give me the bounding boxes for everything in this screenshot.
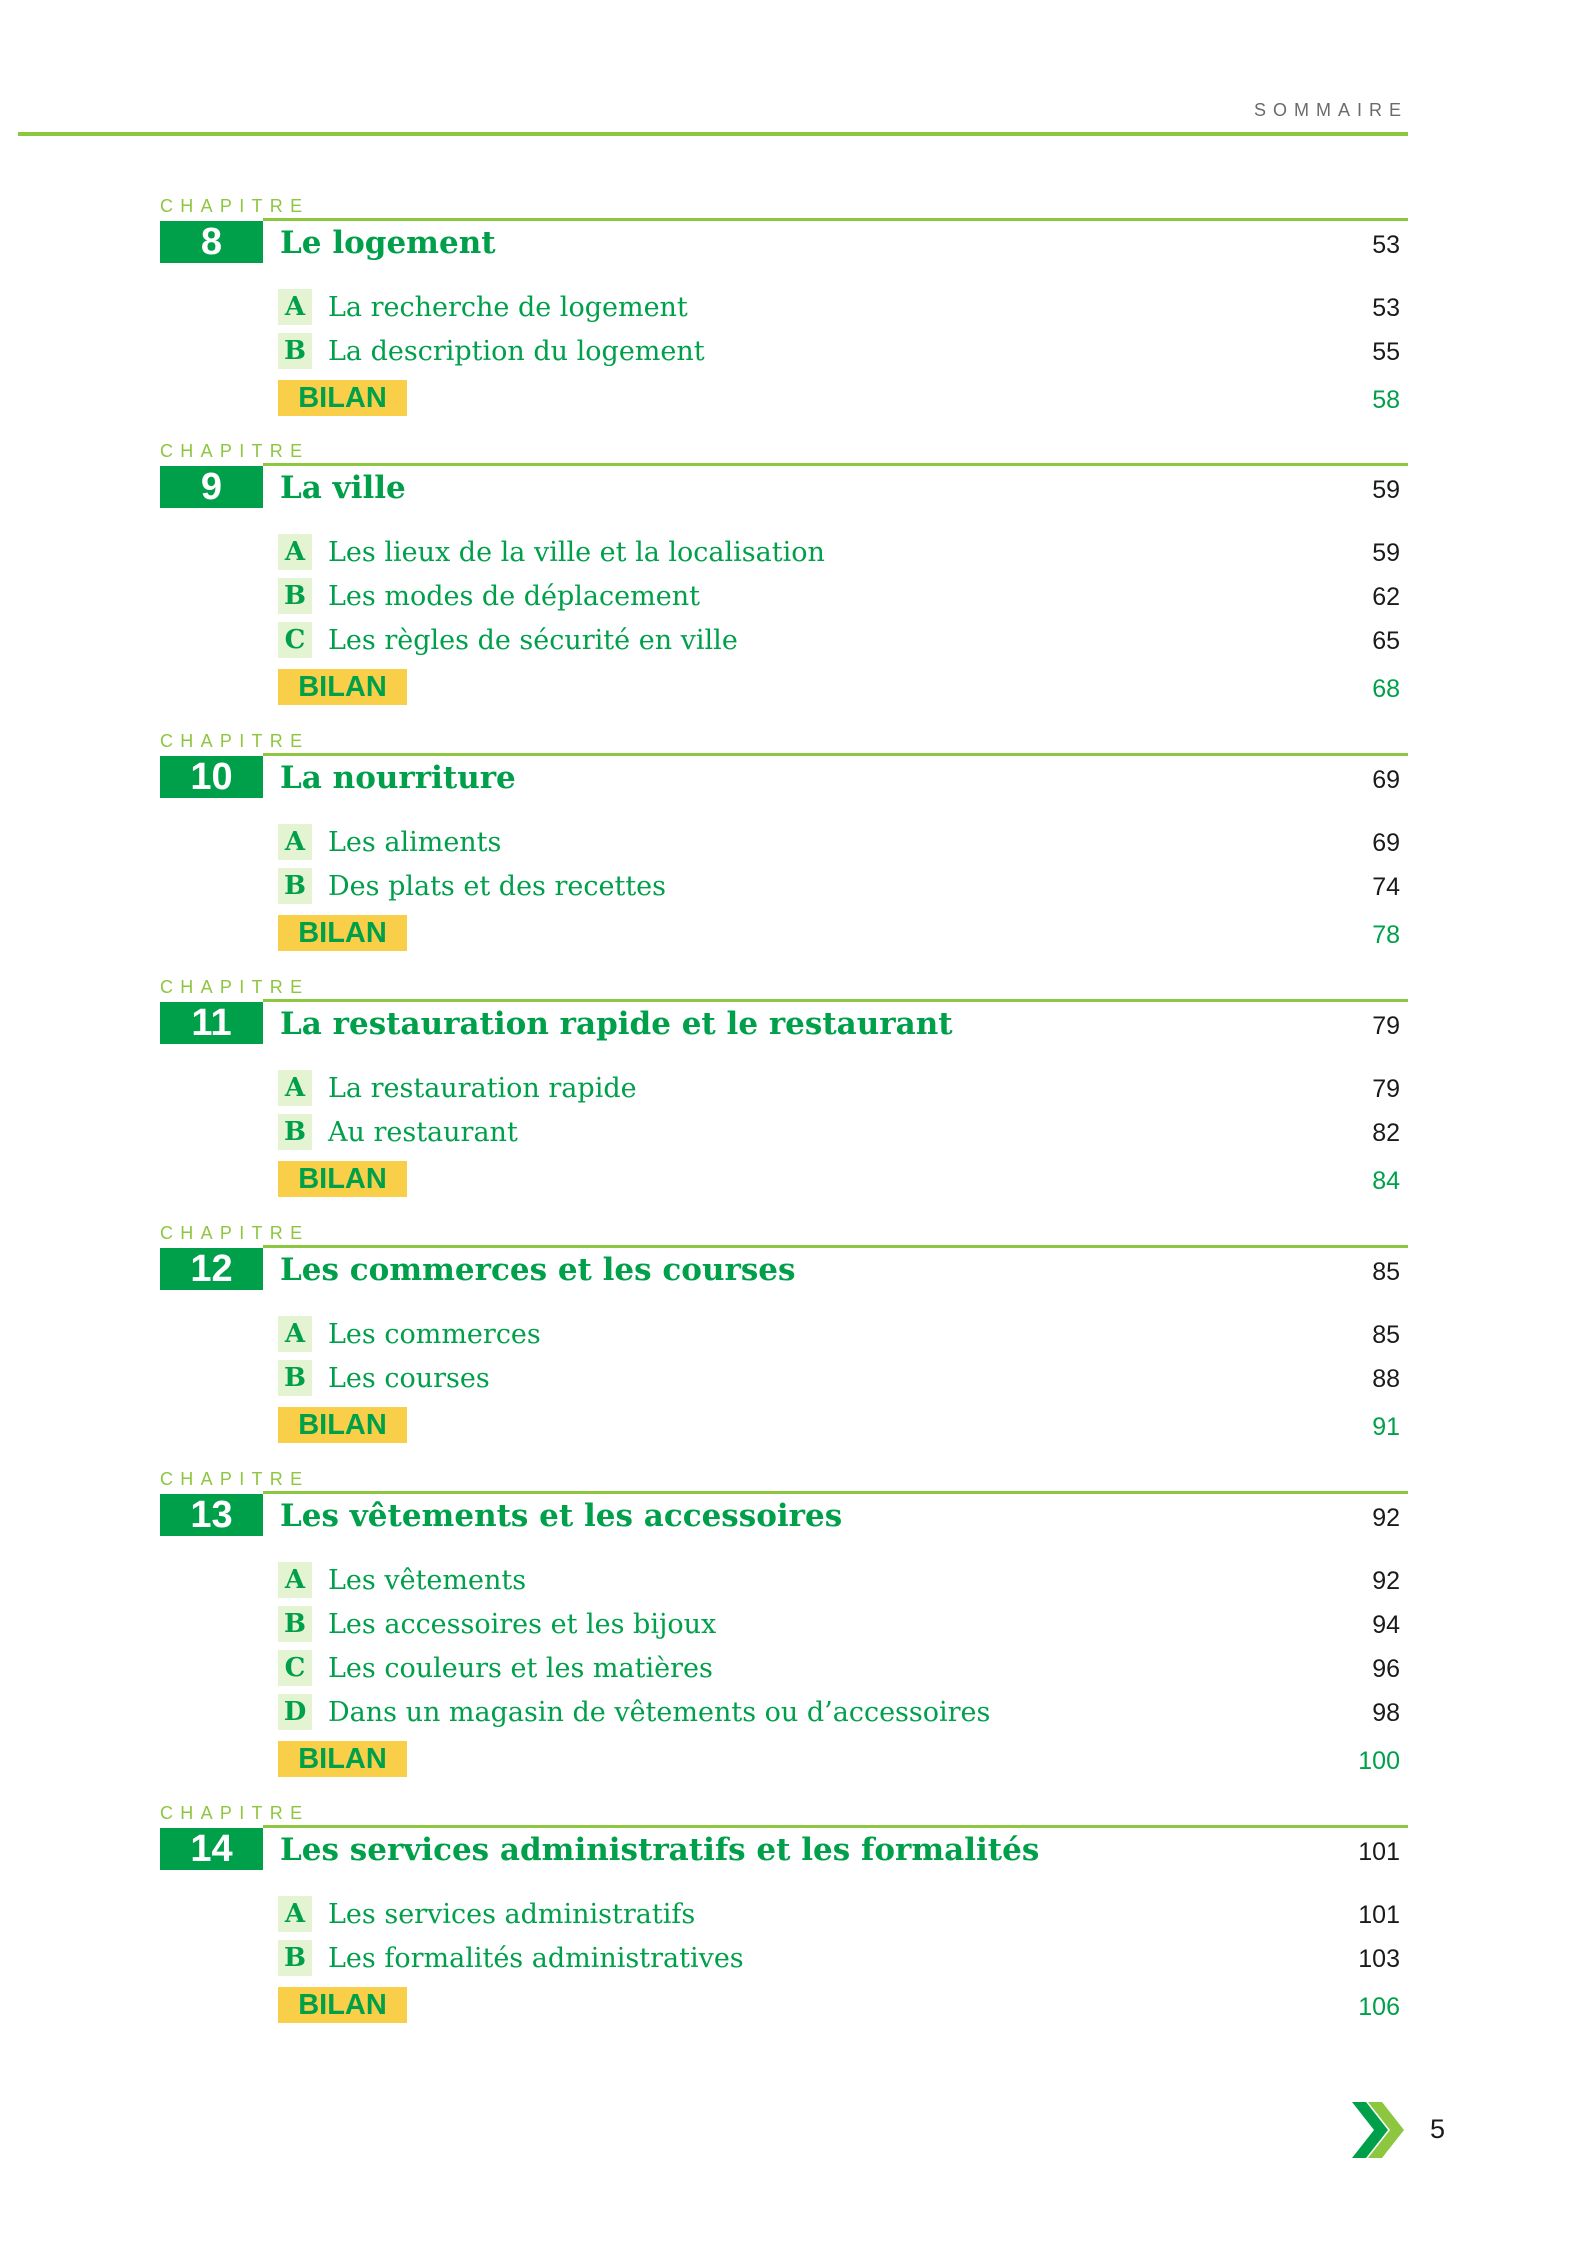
section-page-number: 92 — [1372, 1567, 1400, 1595]
section-row[interactable] — [278, 867, 1408, 907]
section-page-number: 85 — [1372, 1321, 1400, 1349]
bilan-row[interactable] — [278, 913, 1408, 953]
bilan-badge: BILAN — [278, 380, 407, 416]
section-title: Les formalités administratives — [328, 1943, 744, 1974]
section-title: Les commerces — [328, 1319, 541, 1350]
chapter-divider — [263, 753, 1408, 756]
section-letter-badge: C — [278, 1650, 312, 1686]
section-letter-badge: D — [278, 1694, 312, 1730]
chapter-page-number: 101 — [1358, 1838, 1400, 1866]
bilan-row[interactable] — [278, 1405, 1408, 1445]
chapter-number: 11 — [160, 1002, 263, 1044]
chapter-number: 14 — [160, 1828, 263, 1870]
chapter-divider — [263, 1245, 1408, 1248]
section-row[interactable] — [278, 621, 1408, 661]
chapter-number: 12 — [160, 1248, 263, 1290]
section-row[interactable] — [278, 1315, 1408, 1355]
section-title: La recherche de logement — [328, 292, 688, 323]
chapter-block — [160, 1223, 1408, 1457]
section-letter-badge: A — [278, 1562, 312, 1598]
page-header-label: SOMMAIRE — [1253, 100, 1408, 120]
bilan-page-number: 78 — [1372, 921, 1400, 949]
chapter-label: CHAPITRE — [160, 441, 310, 461]
section-letter-badge: A — [278, 534, 312, 570]
bilan-page-number: 100 — [1358, 1747, 1400, 1775]
chapter-block — [160, 441, 1408, 719]
bilan-page-number: 58 — [1372, 386, 1400, 414]
chapter-block — [160, 196, 1408, 430]
section-page-number: 101 — [1358, 1901, 1400, 1929]
chapter-block — [160, 1803, 1408, 2037]
chapter-title[interactable]: La ville — [280, 470, 406, 506]
chapter-label: CHAPITRE — [160, 196, 310, 216]
section-page-number: 59 — [1372, 539, 1400, 567]
section-page-number: 79 — [1372, 1075, 1400, 1103]
chapter-label: CHAPITRE — [160, 1223, 310, 1243]
chapter-title[interactable]: Les services administratifs et les formalités — [280, 1832, 1040, 1868]
bilan-row[interactable] — [278, 1159, 1408, 1199]
bilan-badge: BILAN — [278, 1987, 407, 2023]
section-title: Les lieux de la ville et la localisation — [328, 537, 825, 568]
bilan-badge: BILAN — [278, 669, 407, 705]
bilan-badge: BILAN — [278, 1407, 407, 1443]
chapter-label: CHAPITRE — [160, 1803, 310, 1823]
bilan-page-number: 106 — [1358, 1993, 1400, 2021]
section-page-number: 103 — [1358, 1945, 1400, 1973]
section-letter-badge: B — [278, 1114, 312, 1150]
section-row[interactable] — [278, 1605, 1408, 1645]
section-letter-badge: B — [278, 1360, 312, 1396]
bilan-row[interactable] — [278, 1985, 1408, 2025]
bilan-page-number: 91 — [1372, 1413, 1400, 1441]
section-page-number: 74 — [1372, 873, 1400, 901]
chapter-title[interactable]: Les vêtements et les accessoires — [280, 1498, 843, 1534]
section-page-number: 94 — [1372, 1611, 1400, 1639]
section-row[interactable] — [278, 533, 1408, 573]
section-row[interactable] — [278, 1561, 1408, 1601]
chapter-page-number: 53 — [1372, 231, 1400, 259]
header-divider — [18, 132, 1408, 136]
chapter-block — [160, 731, 1408, 965]
section-letter-badge: A — [278, 1070, 312, 1106]
section-title: Au restaurant — [328, 1117, 518, 1148]
section-title: Dans un magasin de vêtements ou d’accessoires — [328, 1697, 991, 1728]
section-letter-badge: B — [278, 1940, 312, 1976]
section-page-number: 62 — [1372, 583, 1400, 611]
bilan-row[interactable] — [278, 1739, 1408, 1779]
section-row[interactable] — [278, 1069, 1408, 1109]
section-page-number: 69 — [1372, 829, 1400, 857]
chapter-page-number: 92 — [1372, 1504, 1400, 1532]
section-row[interactable] — [278, 1895, 1408, 1935]
bilan-page-number: 84 — [1372, 1167, 1400, 1195]
chapter-title[interactable]: La restauration rapide et le restaurant — [280, 1006, 953, 1042]
section-letter-badge: A — [278, 1896, 312, 1932]
section-row[interactable] — [278, 1693, 1408, 1733]
section-title: Les aliments — [328, 827, 502, 858]
section-title: Les couleurs et les matières — [328, 1653, 713, 1684]
double-chevron-right-icon — [1352, 2102, 1404, 2158]
bilan-badge: BILAN — [278, 915, 407, 951]
chapter-page-number: 69 — [1372, 766, 1400, 794]
section-row[interactable] — [278, 823, 1408, 863]
bilan-row[interactable] — [278, 378, 1408, 418]
chapter-title[interactable]: Les commerces et les courses — [280, 1252, 796, 1288]
section-page-number: 82 — [1372, 1119, 1400, 1147]
section-page-number: 88 — [1372, 1365, 1400, 1393]
chapter-number: 10 — [160, 756, 263, 798]
section-row[interactable] — [278, 1649, 1408, 1689]
section-row[interactable] — [278, 1359, 1408, 1399]
section-title: La restauration rapide — [328, 1073, 637, 1104]
section-row[interactable] — [278, 332, 1408, 372]
section-letter-badge: A — [278, 824, 312, 860]
chapter-label: CHAPITRE — [160, 977, 310, 997]
chapter-block — [160, 1469, 1408, 1791]
section-title: Des plats et des recettes — [328, 871, 667, 902]
bilan-page-number: 68 — [1372, 675, 1400, 703]
chapter-divider — [263, 1825, 1408, 1828]
chapter-divider — [263, 999, 1408, 1002]
section-letter-badge: B — [278, 1606, 312, 1642]
chapter-page-number: 79 — [1372, 1012, 1400, 1040]
chapter-label: CHAPITRE — [160, 1469, 310, 1489]
chapter-divider — [263, 463, 1408, 466]
section-letter-badge: A — [278, 289, 312, 325]
section-row[interactable] — [278, 577, 1408, 617]
chapter-divider — [263, 1491, 1408, 1494]
section-row[interactable] — [278, 1939, 1408, 1979]
section-page-number: 96 — [1372, 1655, 1400, 1683]
section-letter-badge: B — [278, 578, 312, 614]
section-letter-badge: B — [278, 868, 312, 904]
section-title: La description du logement — [328, 336, 705, 367]
section-title: Les vêtements — [328, 1565, 527, 1596]
chapter-divider — [263, 218, 1408, 221]
bilan-badge: BILAN — [278, 1741, 407, 1777]
section-title: Les services administratifs — [328, 1899, 696, 1930]
section-page-number: 53 — [1372, 294, 1400, 322]
chapter-number: 13 — [160, 1494, 263, 1536]
chapter-title[interactable]: La nourriture — [280, 760, 516, 796]
section-letter-badge: A — [278, 1316, 312, 1352]
section-page-number: 55 — [1372, 338, 1400, 366]
page-number: 5 — [1430, 2114, 1446, 2144]
chapter-page-number: 85 — [1372, 1258, 1400, 1286]
section-title: Les modes de déplacement — [328, 581, 700, 612]
section-letter-badge: B — [278, 333, 312, 369]
section-letter-badge: C — [278, 622, 312, 658]
chapter-page-number: 59 — [1372, 476, 1400, 504]
chapter-number: 8 — [160, 221, 263, 263]
section-page-number: 98 — [1372, 1699, 1400, 1727]
bilan-badge: BILAN — [278, 1161, 407, 1197]
section-page-number: 65 — [1372, 627, 1400, 655]
chapter-block — [160, 977, 1408, 1211]
section-title: Les règles de sécurité en ville — [328, 625, 738, 656]
chapter-number: 9 — [160, 466, 263, 508]
chapter-label: CHAPITRE — [160, 731, 310, 751]
bilan-row[interactable] — [278, 667, 1408, 707]
section-title: Les courses — [328, 1363, 490, 1394]
section-row[interactable] — [278, 1113, 1408, 1153]
section-title: Les accessoires et les bijoux — [328, 1609, 717, 1640]
section-row[interactable] — [278, 288, 1408, 328]
chapter-title[interactable]: Le logement — [280, 225, 496, 261]
